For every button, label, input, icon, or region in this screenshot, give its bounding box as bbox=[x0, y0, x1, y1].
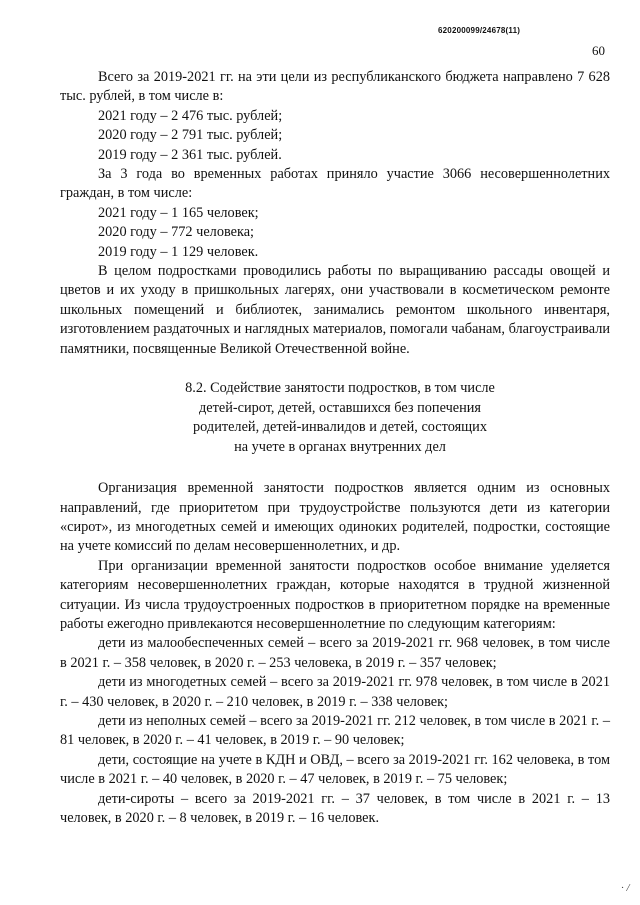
participants-total-paragraph: За 3 года во временных работах приняло участие 3066 несовершеннолетних граждан, в том числе: bbox=[60, 166, 610, 202]
section-heading bbox=[60, 379, 610, 457]
budget-year-item: 2019 году – 2 361 тыс. рублей. bbox=[98, 146, 282, 163]
budget-year-item: 2020 году – 2 791 тыс. рублей; bbox=[98, 127, 283, 144]
activities-paragraph: В целом подростками проводились работы по выращиванию рассады овощей и цветов и их уходу в пришкольных лагерях, они участвовали в косметическом ремонте школьных помещений и библиотек, занимались ремонтом школьного инвентаря, изготовлением раздаточных и наглядных материалов, помогали чабанам, благоустраивали памятники, посвященные Великой Отечественной войне. bbox=[60, 263, 610, 357]
participants-year-item: 2020 году – 772 человека; bbox=[98, 224, 255, 241]
budget-year-item: 2021 году – 2 476 тыс. рублей; bbox=[98, 107, 283, 124]
organization-paragraph: Организация временной занятости подростков является одним из основных направлений, где приоритетом при трудоустройстве пользуются дети из категории «сирот», из многодетных семей и имеющих одиноких родителей, подростки, состоящие на учете комиссий по делам несовершеннолетних, и др. bbox=[60, 480, 610, 555]
section-heading-line: 8.2. Содействие занятости подростков, в том числе bbox=[185, 380, 495, 397]
category-item: дети из малообеспеченных семей – всего за 2019-2021 гг. 968 человек, в том числе в 2021 г. – 358 человек, в 2020 г. – 253 человека, в 2019 г. – 357 человек; bbox=[60, 635, 610, 671]
section-heading-line: детей-сирот, детей, оставшихся без попечения bbox=[198, 399, 481, 416]
section-heading-line: на учете в органах внутренних дел bbox=[234, 438, 446, 455]
category-item: дети, состоящие на учете в КДН и ОВД, – всего за 2019-2021 гг. 162 человека, в том числе в 2021 г. – 40 человек, в 2020 г. – 47 человек, в 2019 г. – 75 человек; bbox=[60, 751, 610, 788]
participants-year-item: 2021 году – 1 165 человек; bbox=[98, 204, 259, 221]
category-item: дети из многодетных семей – всего за 2019-2021 гг. 978 человек, в том числе в 2021 г. – 430 человек, в 2020 г. – 210 человек, в 2019 г. – 338 человек; bbox=[60, 674, 610, 710]
margin-mark: · / bbox=[621, 882, 630, 894]
category-item: дети из неполных семей – всего за 2019-2021 гг. 212 человек, в том числе в 2021 г. – 81 человек, в 2020 г. – 41 человек, в 2019 г. – 90 человек; bbox=[60, 712, 610, 749]
category-item: дети-сироты – всего за 2019-2021 гг. – 37 человек, в том числе в 2021 г. – 13 человек, в 2020 г. – 8 человек, в 2019 г. – 16 человек. bbox=[60, 790, 610, 826]
document-code: 620200099/24678(11) bbox=[438, 26, 521, 35]
budget-total-paragraph: Всего за 2019-2021 гг. на эти цели из республиканского бюджета направлено 7 628 тыс. рублей, в том числе в: bbox=[60, 69, 610, 105]
page-number: 60 bbox=[592, 43, 605, 58]
categories-paragraph: При организации временной занятости подростков особое внимание уделяется категориям несовершеннолетних граждан, которые находятся в трудной жизненной ситуации. Из числа трудоустроенных подростков в приоритетном порядке на временные работы ежегодно привлекаются несовершеннолетние по следующим категориям: bbox=[60, 557, 610, 632]
participants-year-item: 2019 году – 1 129 человек. bbox=[98, 243, 259, 260]
section-heading-line: родителей, детей-инвалидов и детей, состоящих bbox=[193, 419, 487, 436]
document-body bbox=[60, 68, 610, 828]
